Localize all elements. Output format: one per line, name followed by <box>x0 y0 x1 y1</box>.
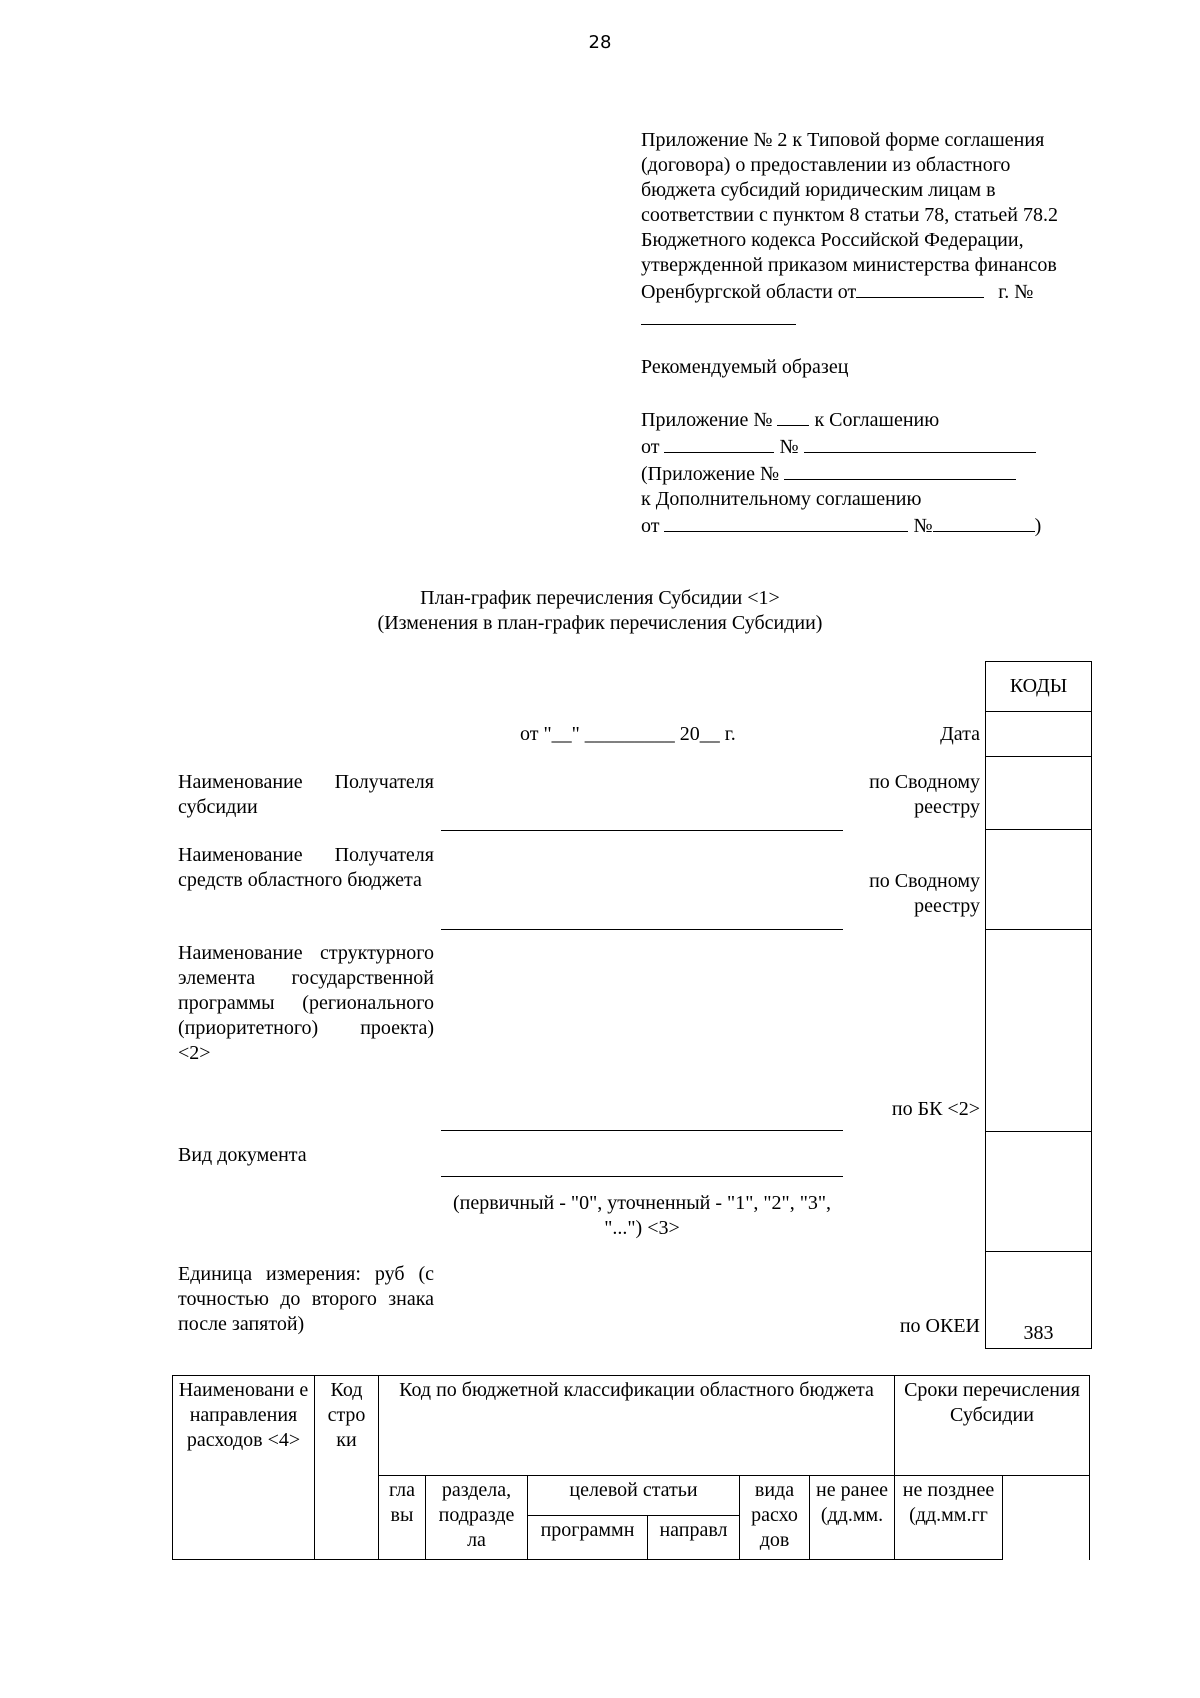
codes-column <box>985 661 1092 1349</box>
annex-line-3 <box>641 460 1061 487</box>
header-direction-name: Наименовани е направления расходов <4> <box>173 1376 315 1560</box>
annex-l1a: Приложение № <box>641 409 773 431</box>
annex-l3: (Приложение № <box>641 463 780 485</box>
header-program: программн <box>528 1516 648 1560</box>
label-bk: по БК <2> <box>891 1098 980 1120</box>
date-blank <box>856 278 984 298</box>
header-chapter: гла вы <box>379 1476 426 1560</box>
appendix-header <box>641 128 1108 332</box>
appendix-last-line-a: Оренбургской области от <box>641 281 857 303</box>
label-unit: Единица измерения: руб (с точностью до второго знака после запятой) <box>178 1263 434 1335</box>
page-number: 28 <box>588 32 612 53</box>
label-recipient: Наименование Получателя субсидии <box>178 771 434 818</box>
header-transfer-terms: Сроки перечисления Субсидии <box>895 1376 1090 1476</box>
annex-no-blank <box>777 406 809 426</box>
annex-l1b: к Соглашению <box>814 409 940 431</box>
schedule-table <box>172 1375 1090 1560</box>
doc-type-hint: (первичный - "0", уточненный - "1", "2", "3", "...") <3> <box>452 1192 832 1239</box>
annex-l2b: № <box>779 436 799 458</box>
code-svod-1 <box>986 757 1091 830</box>
annex-l5c: ) <box>1034 515 1042 537</box>
annex-block <box>641 406 1061 539</box>
annex-l5b: № <box>913 515 933 537</box>
budget-recipient-fill-line <box>441 929 843 930</box>
doc-title <box>0 586 1200 636</box>
annex-suppl-date-blank <box>664 512 908 532</box>
appendix-line: соответствии с пунктом 8 статьи 78, статьей 78.2 <box>641 204 1058 226</box>
structural-fill-line <box>441 1130 843 1131</box>
code-okei: 383 <box>986 1252 1091 1349</box>
recommended-label: Рекомендуемый образец <box>641 356 849 378</box>
label-budget-recipient: Наименование Получателя средств областного бюджета <box>178 844 434 891</box>
code-doc-type <box>986 1132 1091 1252</box>
appendix-line: бюджета субсидий юридическим лицам в <box>641 179 996 201</box>
header-not-later: не позднее (дд.мм.гг <box>895 1476 1003 1560</box>
code-date <box>986 712 1091 757</box>
appendix-last-line-b: г. № <box>998 281 1034 303</box>
label-okei: по ОКЕИ <box>899 1315 980 1337</box>
appendix-line: Приложение № 2 к Типовой форме соглашения <box>641 129 1045 151</box>
doc-title-line-2: (Изменения в план-график перечисления Субсидии) <box>377 612 823 634</box>
annex-line-2 <box>641 433 1061 460</box>
annex-line-5 <box>641 512 1061 539</box>
header-not-earlier: не ранее (дд.мм. <box>810 1476 895 1560</box>
appendix-last-line <box>641 278 1108 305</box>
appendix-line: Бюджетного кодекса Российской Федерации, <box>641 229 1024 251</box>
annex-num-blank <box>804 433 1036 453</box>
header-budget-classification: Код по бюджетной классификации областного бюджета <box>379 1376 895 1476</box>
annex-l5a: от <box>641 515 660 537</box>
codes-header: КОДЫ <box>986 662 1091 712</box>
annex-l2a: от <box>641 436 660 458</box>
header-row-code: Код стро ки <box>315 1376 379 1560</box>
label-structural-element: Наименование структурного элемента государственной программы (регионального (приоритетного) проекта) <2> <box>178 942 434 1064</box>
recipient-fill-line <box>441 830 843 831</box>
annex-line-4: к Дополнительному соглашению <box>641 488 922 510</box>
number-blank-line <box>641 305 1108 332</box>
label-svod-2: по Сводному реестру <box>869 870 980 917</box>
code-bk <box>986 930 1091 1132</box>
label-svod-1: по Сводному реестру <box>869 771 980 818</box>
header-expense-type: вида расхо дов <box>740 1476 810 1560</box>
doc-title-line-1: План-график перечисления Субсидии <1> <box>420 587 780 609</box>
annex-suppl-blank <box>784 460 1016 480</box>
code-svod-2 <box>986 830 1091 930</box>
header-target-article: целевой статьи <box>528 1476 740 1516</box>
header-section: раздела, подразде ла <box>426 1476 528 1560</box>
appendix-line: (договора) о предоставлении из областного <box>641 154 1011 176</box>
label-date: Дата <box>940 723 980 745</box>
label-doc-type: Вид документа <box>178 1144 307 1166</box>
appendix-line: утвержденной приказом министерства финансов <box>641 254 1057 276</box>
annex-line-1 <box>641 406 1061 433</box>
date-line: от "__" _________ 20__ г. <box>520 723 736 745</box>
annex-suppl-num-blank <box>933 512 1035 532</box>
header-direction: направл <box>648 1516 740 1560</box>
doc-type-fill-line <box>441 1176 843 1177</box>
number-blank <box>641 305 796 325</box>
annex-date-blank <box>664 433 774 453</box>
